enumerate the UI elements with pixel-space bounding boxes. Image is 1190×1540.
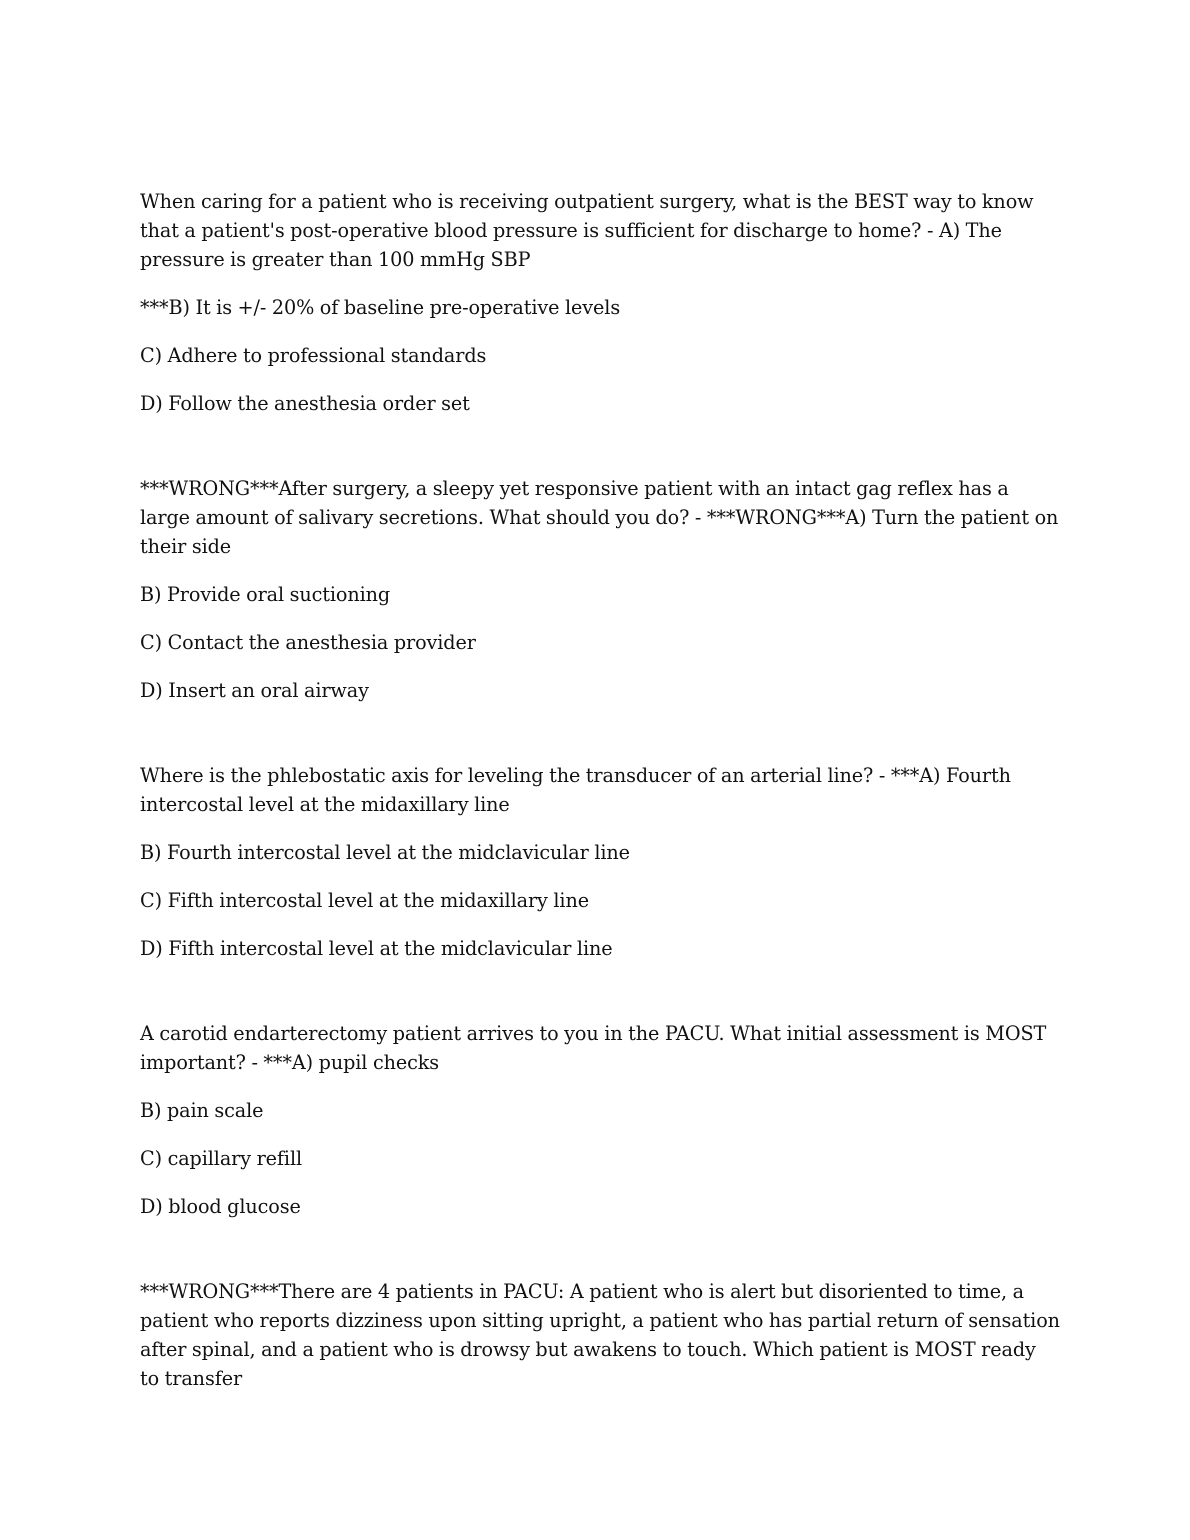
answer-option-c: C) Adhere to professional standards bbox=[140, 344, 487, 367]
question-block-3 bbox=[140, 761, 1060, 963]
answer-option-d: D) Follow the anesthesia order set bbox=[140, 392, 470, 415]
answer-option-b: B) pain scale bbox=[140, 1099, 264, 1122]
answer-option-b: B) Fourth intercostal level at the midclavicular line bbox=[140, 841, 630, 864]
answer-option-d: D) Fifth intercostal level at the midclavicular line bbox=[140, 937, 613, 960]
answer-option-d: D) Insert an oral airway bbox=[140, 679, 369, 702]
document-page bbox=[140, 187, 1060, 1449]
answer-option-b: ***B) It is +/- 20% of baseline pre-operative levels bbox=[140, 296, 621, 319]
question-text: ***WRONG***After surgery, a sleepy yet responsive patient with an intact gag reflex has a large amount of salivary secretions. What should you do? - ***WRONG***A) Turn the patient on their side bbox=[140, 477, 1059, 558]
question-block-1 bbox=[140, 187, 1060, 418]
question-text: ***WRONG***There are 4 patients in PACU: A patient who is alert but disoriented to time, a patient who reports dizziness upon sitting upright, a patient who has partial return of sensation after spinal, and a patient who is drowsy but awakens to touch. Which patient is MOST ready to transfer bbox=[140, 1280, 1060, 1390]
answer-option-b: B) Provide oral suctioning bbox=[140, 583, 391, 606]
answer-option-d: D) blood glucose bbox=[140, 1195, 301, 1218]
question-text: A carotid endarterectomy patient arrives to you in the PACU. What initial assessment is MOST important? - ***A) pupil checks bbox=[140, 1022, 1047, 1074]
answer-option-c: C) Contact the anesthesia provider bbox=[140, 631, 476, 654]
question-block-4 bbox=[140, 1019, 1060, 1221]
question-text: Where is the phlebostatic axis for leveling the transducer of an arterial line? - ***A) Fourth intercostal level at the midaxillary line bbox=[140, 764, 1011, 816]
answer-option-c: C) capillary refill bbox=[140, 1147, 303, 1170]
question-block-2 bbox=[140, 474, 1060, 705]
answer-option-c: C) Fifth intercostal level at the midaxillary line bbox=[140, 889, 589, 912]
question-text: When caring for a patient who is receiving outpatient surgery, what is the BEST way to know that a patient's post-operative blood pressure is sufficient for discharge to home? - A) The pressure is greater than 100 mmHg SBP bbox=[140, 190, 1034, 271]
question-block-5 bbox=[140, 1277, 1060, 1393]
